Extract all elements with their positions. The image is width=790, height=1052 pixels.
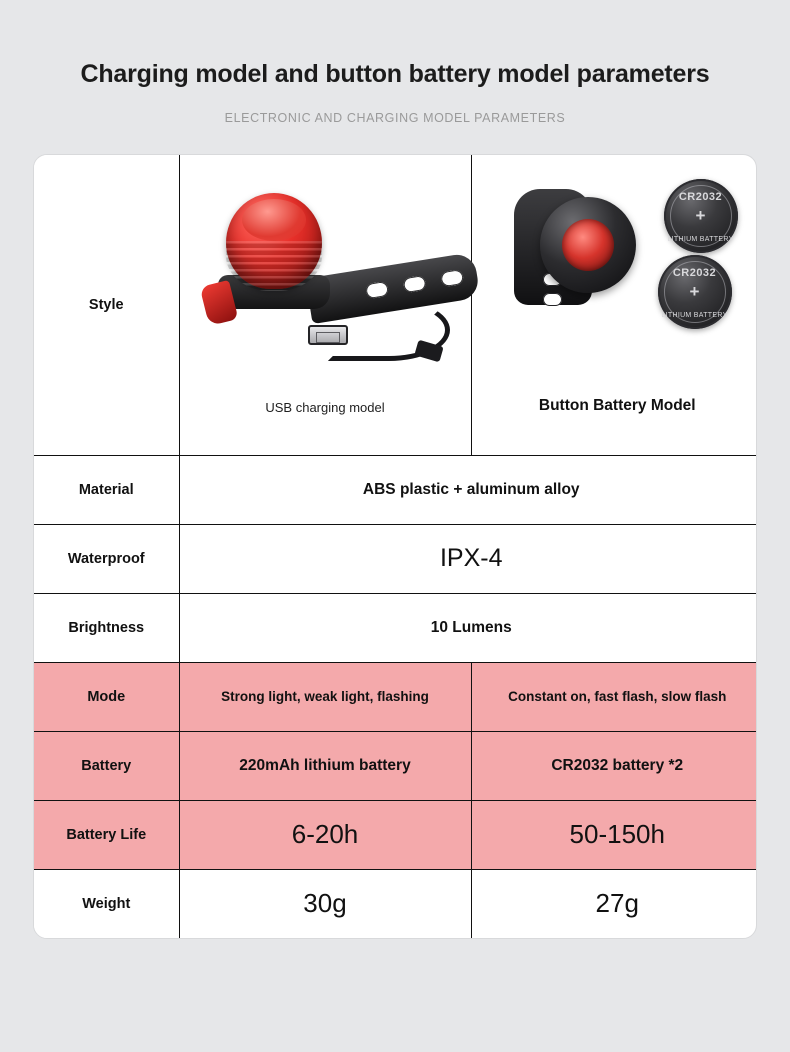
row-label-brightness: Brightness: [34, 593, 179, 662]
table-row: [34, 731, 757, 800]
row-value-weight-button: 27g: [471, 869, 757, 938]
row-value-mode-button: Constant on, fast flash, slow flash: [471, 662, 757, 731]
style-button-cell: [471, 155, 757, 455]
usb-model-caption: USB charging model: [265, 399, 385, 415]
row-label-material: Material: [34, 455, 179, 524]
row-value-weight-usb: 30g: [179, 869, 471, 938]
cr2032-battery-top-icon: CR2032 + LITHIUM BATTERY: [664, 179, 738, 253]
usb-model-illustration: [180, 167, 471, 392]
row-label-style: Style: [34, 155, 179, 455]
table-row: [34, 455, 757, 524]
button-battery-model-illustration: [472, 167, 758, 392]
page-title: Charging model and button battery model parameters: [80, 60, 710, 88]
row-value-mode-usb: Strong light, weak light, flashing: [179, 662, 471, 731]
table-row: [34, 869, 757, 938]
row-value-material: ABS plastic + aluminum alloy: [179, 455, 757, 524]
spec-table-container: [33, 154, 757, 939]
black-taillight-icon: [540, 197, 636, 293]
row-value-waterproof: IPX-4: [179, 524, 757, 593]
table-row: [34, 155, 757, 455]
row-value-battery-button: CR2032 battery *2: [471, 731, 757, 800]
table-row: [34, 662, 757, 731]
cr2032-battery-bottom-icon: CR2032 + LITHIUM BATTERY: [658, 255, 732, 329]
row-value-battery-usb: 220mAh lithium battery: [179, 731, 471, 800]
row-label-battery: Battery: [34, 731, 179, 800]
row-label-mode: Mode: [34, 662, 179, 731]
style-usb-cell: [179, 155, 471, 455]
row-label-battery-life: Battery Life: [34, 800, 179, 869]
row-label-weight: Weight: [34, 869, 179, 938]
usb-a-connector-icon: [308, 325, 348, 345]
row-value-brightness: 10 Lumens: [179, 593, 757, 662]
page-subtitle: ELECTRONIC AND CHARGING MODEL PARAMETERS: [224, 111, 566, 125]
spec-table: [34, 155, 757, 938]
button-battery-model-caption: Button Battery Model: [538, 396, 696, 414]
row-value-battery-life-usb: 6-20h: [179, 800, 471, 869]
row-value-battery-life-button: 50-150h: [471, 800, 757, 869]
table-row: [34, 524, 757, 593]
row-label-waterproof: Waterproof: [34, 524, 179, 593]
table-row: [34, 800, 757, 869]
table-row: [34, 593, 757, 662]
